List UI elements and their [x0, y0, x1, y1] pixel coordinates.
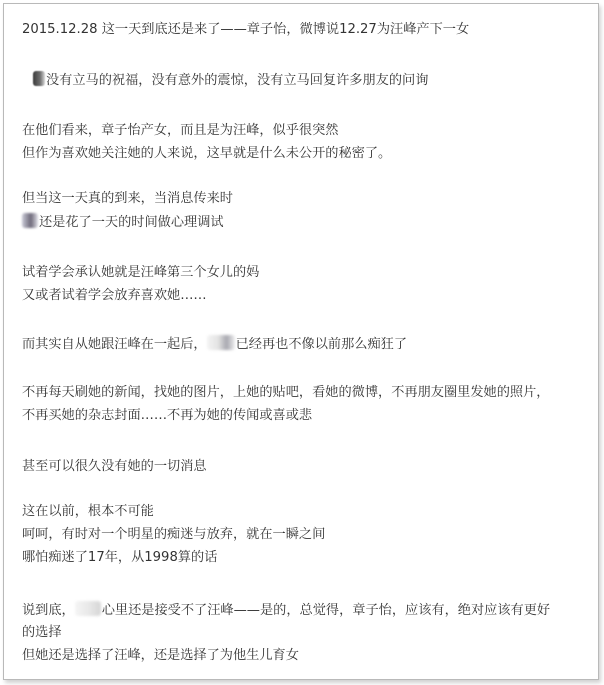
post-line [33, 71, 428, 90]
post-line [22, 601, 550, 620]
post-text: 心里还是接受不了汪峰——是的，总觉得，章子怡，应该有，绝对应该有更好 [101, 603, 551, 618]
post-card [3, 3, 599, 680]
post-text: 还是花了一天的时间做心理调试 [39, 215, 224, 230]
post-line [22, 624, 62, 642]
post-line [22, 190, 233, 208]
post-line [22, 458, 207, 476]
post-text: 而其实自从她跟汪峰在一起后， [22, 337, 207, 352]
post-line [22, 549, 217, 567]
post-line [22, 335, 407, 354]
post-text: 但她还是选择了汪峰，还是选择了为他生儿育女 [22, 648, 299, 663]
post-text: 甚至可以很久没有她的一切消息 [22, 459, 207, 474]
post-text: 的选择 [22, 625, 62, 640]
post-text: 呵呵，有时对一个明星的痴迷与放弃，就在一瞬之间 [22, 527, 326, 542]
post-text: 这在以前，根本不可能 [22, 504, 154, 519]
post-line [22, 407, 312, 425]
post-line [22, 647, 299, 665]
post-text: 2015.12.28 这一天到底还是来了——章子怡，微博说12.27为汪峰产下一女 [22, 22, 470, 37]
post-text: 但当这一天真的到来，当消息传来时 [22, 191, 233, 206]
post-line [22, 287, 207, 305]
blurred-name [75, 601, 101, 616]
post-line [22, 145, 391, 163]
post-line [22, 526, 325, 544]
post-line [22, 503, 154, 521]
post-line [22, 264, 259, 282]
post-text: 试着学会承认她就是汪峰第三个女儿的妈 [22, 265, 260, 280]
blurred-name [33, 71, 45, 86]
post-text: 但作为喜欢她关注她的人来说，这早就是什么未公开的秘密了。 [22, 146, 392, 161]
post-text: 没有立马的祝福，没有意外的震惊，没有立马回复许多朋友的问询 [46, 73, 429, 88]
post-text: 不再买她的杂志封面……不再为她的传闻或喜或悲 [22, 408, 313, 423]
post-text: 在他们看来，章子怡产女，而且是为汪峰，似乎很突然 [22, 123, 339, 138]
post-line [22, 384, 550, 402]
post-text: 已经再也不像以前那么痴狂了 [235, 337, 408, 352]
blurred-name [22, 213, 38, 228]
post-text: 说到底， [22, 603, 75, 618]
post-text: 哪怕痴迷了17年，从1998算的话 [22, 550, 218, 565]
blurred-name [207, 335, 235, 350]
post-line [22, 122, 339, 140]
post-text: 又或者试着学会放弃喜欢她…… [22, 288, 207, 303]
post-line [22, 21, 469, 39]
post-line [22, 213, 224, 232]
post-text: 不再每天刷她的新闻，找她的图片，上她的贴吧，看她的微博，不再朋友圈里发她的照片， [22, 385, 550, 400]
